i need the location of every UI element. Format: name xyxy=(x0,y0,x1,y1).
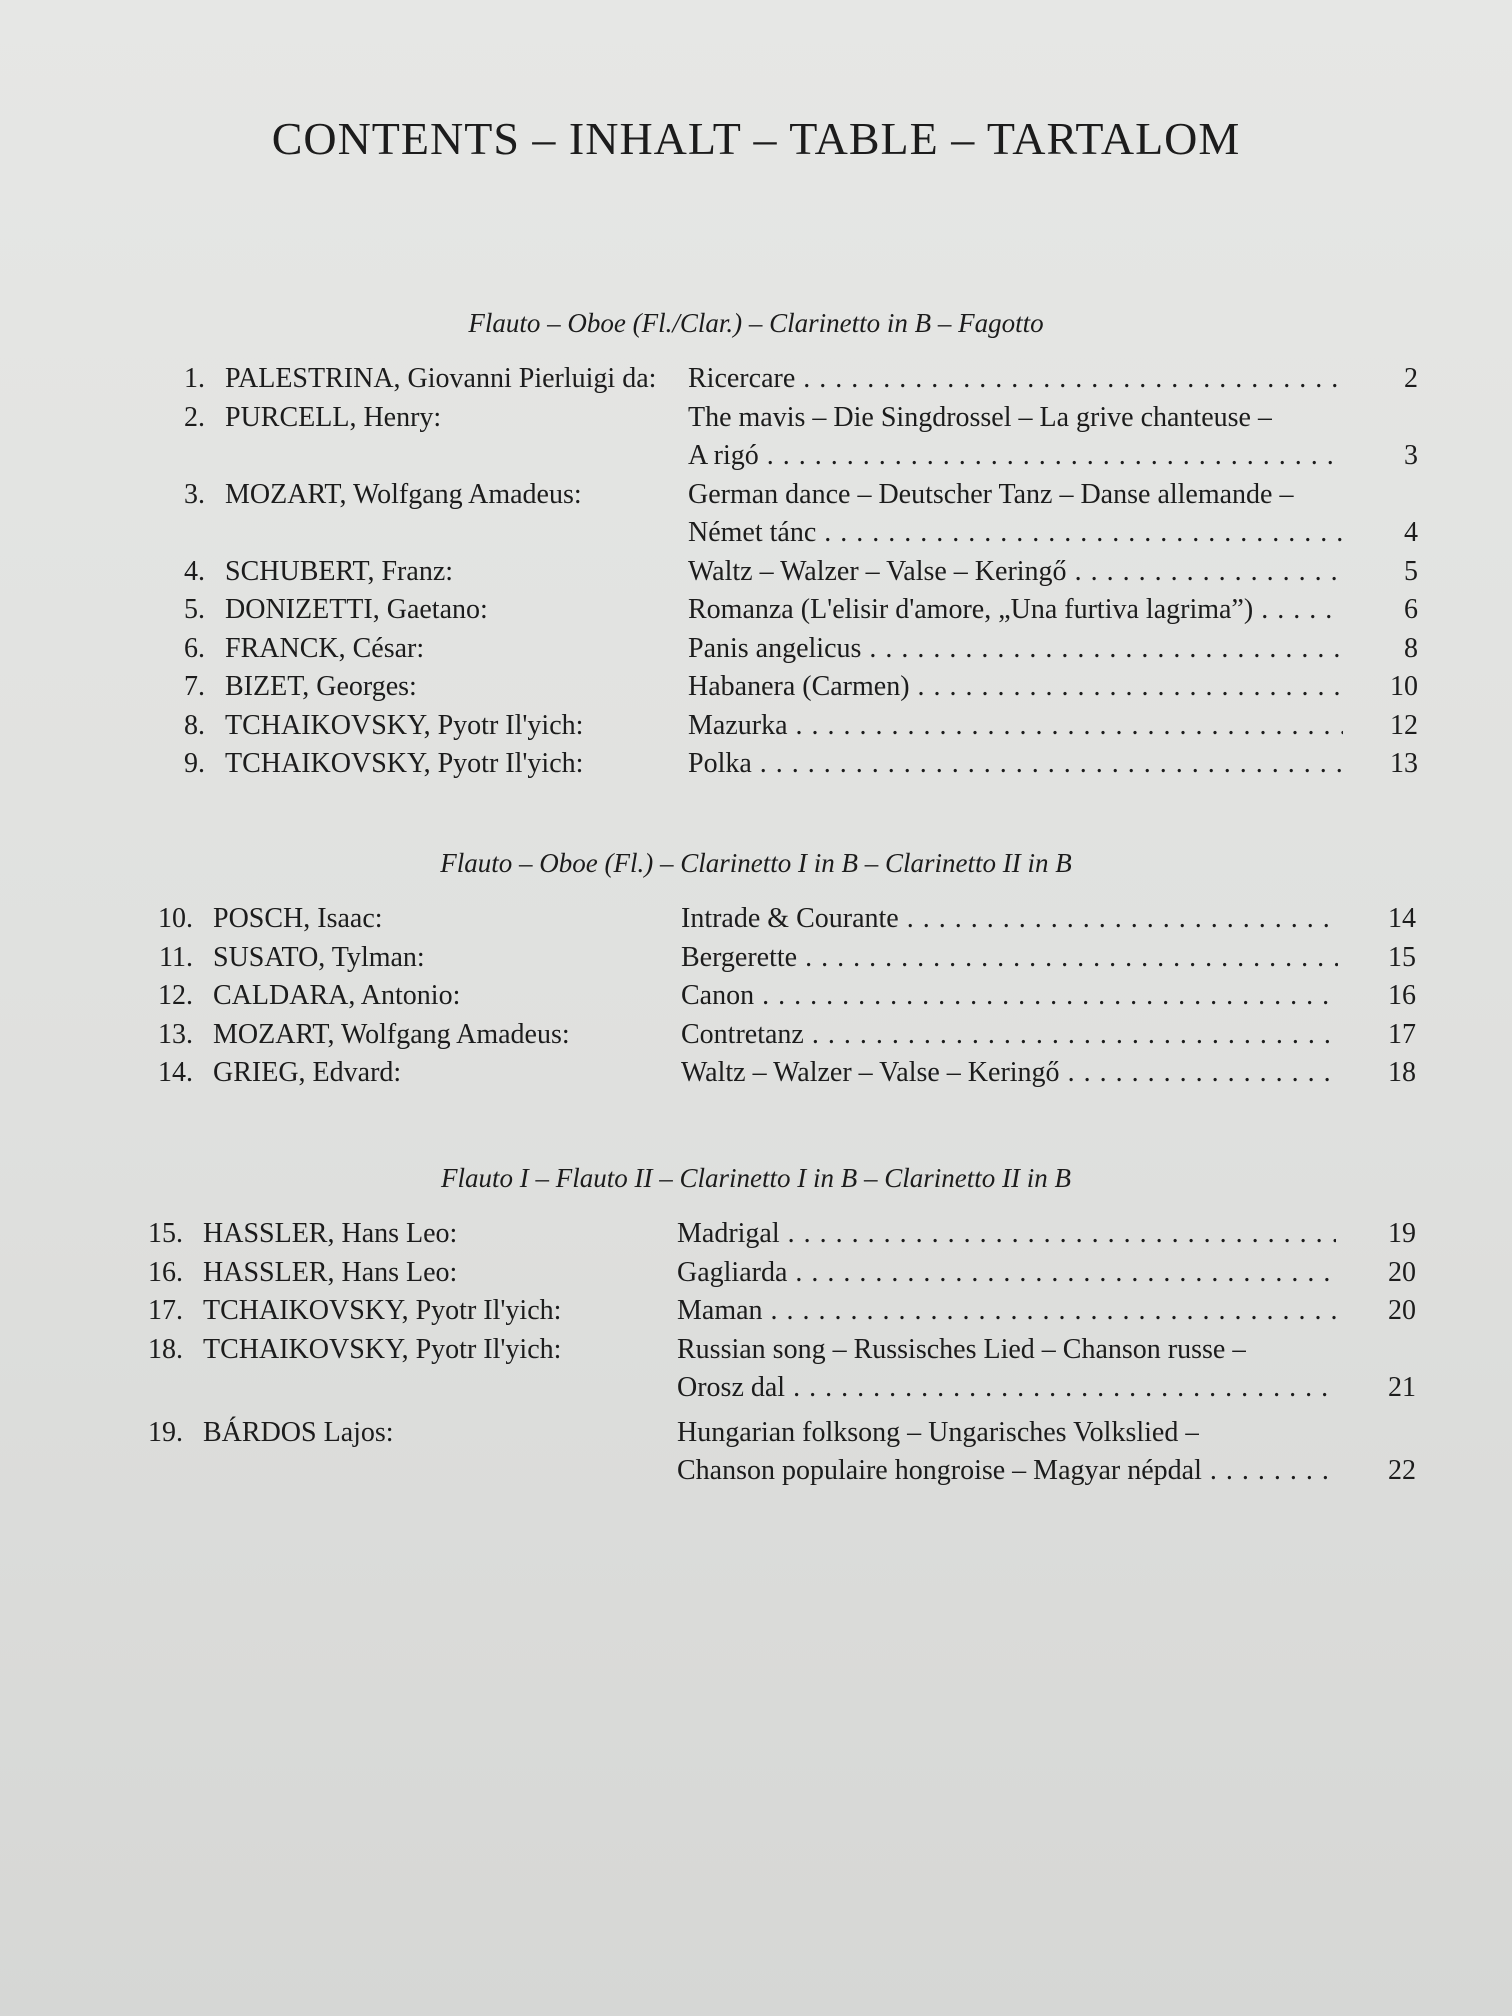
entry-page-number: 20 xyxy=(1388,1295,1416,1326)
toc-entry-line xyxy=(0,1414,1512,1453)
toc-entry-line xyxy=(0,591,1512,630)
entry-title: Mazurka . . . xyxy=(688,707,1343,746)
entry-composer: PURCELL, Henry: xyxy=(225,401,442,433)
entry-page-number: 12 xyxy=(1390,709,1418,741)
entry-page-number: 8 xyxy=(1404,632,1418,664)
entry-title: Russian song – Russisches Lied – Chanson russe – xyxy=(677,1333,1247,1365)
toc-entry xyxy=(0,1292,1512,1331)
entry-page-number: 22 xyxy=(1388,1455,1416,1486)
entry-composer: TCHAIKOVSKY, Pyotr Il'yich: xyxy=(225,709,584,741)
toc-entry xyxy=(0,668,1512,707)
entry-number: 18. xyxy=(148,1333,183,1365)
toc-entry xyxy=(0,1215,1512,1254)
entry-composer: HASSLER, Hans Leo: xyxy=(203,1218,458,1249)
toc-entry-line xyxy=(0,1016,1512,1055)
entry-number: 11. xyxy=(159,941,193,973)
entry-page-number: 21 xyxy=(1388,1372,1416,1403)
toc-entry-line xyxy=(0,977,1512,1016)
page-title: CONTENTS – INHALT – TABLE – TARTALOM xyxy=(271,113,1241,164)
entry-title: Chanson populaire hongroise – Magyar népdal . . . xyxy=(677,1452,1336,1491)
toc-entry-line xyxy=(0,1331,1512,1370)
entry-title: A rigó . . . xyxy=(688,437,1343,476)
toc-entry xyxy=(0,630,1512,669)
entry-title: Bergerette . . . xyxy=(681,939,1338,978)
entry-composer: POSCH, Isaac: xyxy=(213,903,383,934)
section-heading: Flauto I – Flauto II – Clarinetto I in B – Clarinetto II in B xyxy=(441,1163,1071,1193)
entry-composer: GRIEG, Edvard: xyxy=(213,1057,402,1088)
entry-title: Polka . . . xyxy=(688,745,1343,784)
entry-page-number: 3 xyxy=(1404,440,1418,471)
toc-entry-line xyxy=(0,514,1512,553)
entry-composer: MOZART, Wolfgang Amadeus: xyxy=(213,1018,570,1050)
toc-entry-line xyxy=(0,1369,1512,1408)
entry-number: 14. xyxy=(158,1057,193,1088)
entry-number: 8. xyxy=(184,709,205,741)
entry-title: Orosz dal . . . xyxy=(677,1369,1336,1408)
entry-title: Maman . . . xyxy=(677,1292,1336,1331)
toc-entry xyxy=(0,591,1512,630)
toc-entry-line xyxy=(0,668,1512,707)
entry-number: 16. xyxy=(148,1256,183,1288)
entry-composer: MOZART, Wolfgang Amadeus: xyxy=(225,478,582,510)
entry-number: 13. xyxy=(158,1018,193,1050)
entry-title: Ricercare . . . xyxy=(688,360,1343,399)
toc-entry-line xyxy=(0,1054,1512,1093)
entry-number: 3. xyxy=(184,478,205,510)
toc-entry xyxy=(0,1054,1512,1093)
section-woodwind-quartet-bassoon xyxy=(0,300,1512,784)
entry-composer: SCHUBERT, Franz: xyxy=(225,555,454,587)
entry-number: 2. xyxy=(184,401,205,433)
section-heading: Flauto – Oboe (Fl./Clar.) – Clarinetto in B – Fagotto xyxy=(468,308,1044,338)
toc-entry-line xyxy=(0,630,1512,669)
toc-entry xyxy=(0,1016,1512,1055)
toc-entry xyxy=(0,1254,1512,1293)
entry-list xyxy=(0,360,1512,784)
entry-page-number: 6 xyxy=(1404,594,1418,625)
entry-composer: FRANCK, César: xyxy=(225,632,425,664)
toc-entry-line xyxy=(0,900,1512,939)
entry-title: Német tánc . . . xyxy=(688,514,1343,553)
entry-page-number: 4 xyxy=(1404,517,1418,548)
entry-title: Panis angelicus . . . xyxy=(688,630,1343,669)
entry-title: Waltz – Walzer – Valse – Keringő . . . xyxy=(681,1054,1338,1093)
entry-number: 17. xyxy=(148,1295,183,1326)
entry-composer: CALDARA, Antonio: xyxy=(213,980,461,1011)
toc-entry xyxy=(0,939,1512,978)
entry-composer: BIZET, Georges: xyxy=(225,671,417,702)
entry-page-number: 2 xyxy=(1404,363,1418,394)
toc-entry xyxy=(0,553,1512,592)
toc-entry-line xyxy=(0,1254,1512,1293)
toc-entry-line xyxy=(0,437,1512,476)
entry-page-number: 19 xyxy=(1388,1218,1416,1249)
toc-entry xyxy=(0,707,1512,746)
entry-title: Madrigal . . . xyxy=(677,1215,1336,1254)
toc-entry-line xyxy=(0,553,1512,592)
toc-entry-line xyxy=(0,707,1512,746)
toc-entry-line xyxy=(0,1292,1512,1331)
entry-page-number: 10 xyxy=(1390,671,1418,702)
entry-page-number: 16 xyxy=(1388,980,1416,1011)
entry-number: 9. xyxy=(184,748,205,779)
entry-composer: TCHAIKOVSKY, Pyotr Il'yich: xyxy=(203,1295,562,1326)
entry-title: Habanera (Carmen) . . . xyxy=(688,668,1343,707)
entry-number: 19. xyxy=(148,1416,183,1448)
entry-number: 12. xyxy=(158,980,193,1011)
entry-composer: HASSLER, Hans Leo: xyxy=(203,1256,458,1288)
entry-composer: TCHAIKOVSKY, Pyotr Il'yich: xyxy=(203,1333,562,1365)
entry-composer: DONIZETTI, Gaetano: xyxy=(225,594,488,625)
entry-page-number: 18 xyxy=(1388,1057,1416,1088)
toc-entry xyxy=(0,1331,1512,1408)
entry-page-number: 15 xyxy=(1388,941,1416,973)
entry-composer: SUSATO, Tylman: xyxy=(213,941,425,973)
entry-list xyxy=(0,900,1512,1093)
entry-title: Hungarian folksong – Ungarisches Volkslied – xyxy=(677,1416,1200,1448)
toc-entry xyxy=(0,977,1512,1016)
entry-number: 10. xyxy=(158,903,193,934)
entry-title: Waltz – Walzer – Valse – Keringő . . . xyxy=(688,553,1343,592)
entry-title: Canon . . . xyxy=(681,977,1338,1016)
entry-page-number: 14 xyxy=(1388,903,1416,934)
entry-number: 6. xyxy=(184,632,205,664)
entry-title: Intrade & Courante . . . xyxy=(681,900,1338,939)
entry-title: The mavis – Die Singdrossel – La grive chanteuse – xyxy=(688,401,1272,433)
entry-number: 5. xyxy=(184,594,205,625)
entry-list xyxy=(0,1215,1512,1491)
entry-number: 15. xyxy=(148,1218,183,1249)
entry-composer: BÁRDOS Lajos: xyxy=(203,1416,394,1448)
toc-entry xyxy=(0,399,1512,476)
section-two-flutes-two-clarinets xyxy=(0,1155,1512,1491)
toc-entry-line xyxy=(0,1215,1512,1254)
entry-composer: PALESTRINA, Giovanni Pierluigi da: xyxy=(225,363,657,394)
section-woodwind-quartet-two-clarinets xyxy=(0,840,1512,1093)
entry-title: Contretanz . . . xyxy=(681,1016,1338,1055)
entry-page-number: 17 xyxy=(1388,1018,1416,1050)
toc-entry-line xyxy=(0,476,1512,515)
toc-entry-line xyxy=(0,399,1512,438)
entry-title: German dance – Deutscher Tanz – Danse allemande – xyxy=(688,478,1294,510)
entry-title: Romanza (L'elisir d'amore, „Una furtiva lagrima”) . . . xyxy=(688,591,1343,630)
entry-composer: TCHAIKOVSKY, Pyotr Il'yich: xyxy=(225,748,584,779)
entry-number: 7. xyxy=(184,671,205,702)
toc-entry-line xyxy=(0,939,1512,978)
entry-page-number: 13 xyxy=(1390,748,1418,779)
toc-entry-line xyxy=(0,360,1512,399)
entry-page-number: 5 xyxy=(1404,555,1418,587)
toc-entry xyxy=(0,900,1512,939)
section-heading: Flauto – Oboe (Fl.) – Clarinetto I in B – Clarinetto II in B xyxy=(440,848,1072,878)
toc-entry-line xyxy=(0,1452,1512,1491)
toc-entry xyxy=(0,1414,1512,1491)
entry-page-number: 20 xyxy=(1388,1256,1416,1288)
entry-number: 1. xyxy=(184,363,205,394)
entry-title: Gagliarda . . . xyxy=(677,1254,1336,1293)
toc-entry xyxy=(0,476,1512,553)
toc-entry-line xyxy=(0,745,1512,784)
toc-entry xyxy=(0,360,1512,399)
toc-entry xyxy=(0,745,1512,784)
entry-number: 4. xyxy=(184,555,205,587)
